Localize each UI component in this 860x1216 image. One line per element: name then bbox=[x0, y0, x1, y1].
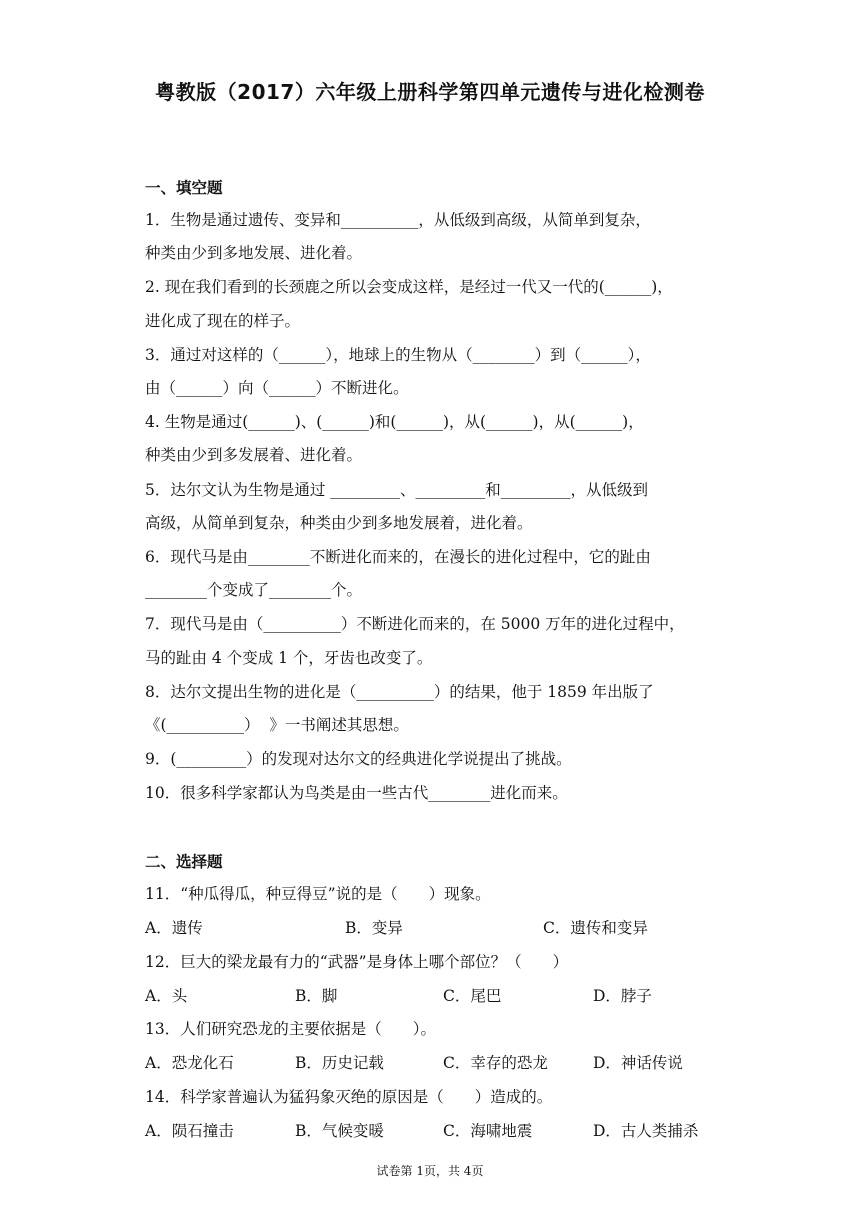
question-stem: 12．巨大的梁龙最有力的“武器”是身体上哪个部位？（ ） bbox=[145, 953, 569, 971]
question-line: 4. 生物是通过(______)、(______)和(______)，从(______)，从(______)， bbox=[145, 413, 644, 431]
option-b[interactable]: B．气候变暖 bbox=[295, 1122, 384, 1140]
section-heading-multiple-choice: 二、选择题 bbox=[145, 853, 223, 871]
question-line: 种类由少到多地发展、进化着。 bbox=[145, 244, 363, 262]
page-footer: 试卷第 1页，共 4页 bbox=[376, 1164, 484, 1178]
section-heading-fill-blank: 一、填空题 bbox=[145, 179, 223, 197]
question-line: 9．(_________）的发现对达尔文的经典进化学说提出了挑战。 bbox=[145, 750, 572, 768]
option-d[interactable]: D．神话传说 bbox=[593, 1054, 683, 1072]
question-line: 2. 现在我们看到的长颈鹿之所以会变成这样，是经过一代又一代的(______)， bbox=[145, 278, 673, 296]
question-line: 1．生物是通过遗传、变异和__________，从低级到高级，从简单到复杂， bbox=[145, 211, 651, 229]
question-line: 由（______）向（______）不断进化。 bbox=[145, 379, 409, 397]
question-line: 3．通过对这样的（______），地球上的生物从（________）到（______）， bbox=[145, 346, 651, 364]
option-a[interactable]: A．恐龙化石 bbox=[145, 1054, 234, 1072]
question-stem: 13．人们研究恐龙的主要依据是（ ）。 bbox=[145, 1020, 436, 1038]
option-c[interactable]: C．遗传和变异 bbox=[543, 919, 648, 937]
question-line: 5．达尔文认为生物是通过 _________、_________和_________，从低级到 bbox=[145, 481, 649, 499]
option-c[interactable]: C．尾巴 bbox=[443, 987, 502, 1005]
question-line: 7．现代马是由（__________）不断进化而来的，在 5000 万年的进化过程中， bbox=[145, 615, 685, 633]
question-line: ________个变成了________个。 bbox=[145, 581, 363, 599]
option-c[interactable]: C．幸存的恐龙 bbox=[443, 1054, 548, 1072]
question-line: 高级，从简单到复杂，种类由少到多地发展着，进化着。 bbox=[145, 514, 533, 532]
option-a[interactable]: A．头 bbox=[145, 987, 188, 1005]
option-a[interactable]: A．遗传 bbox=[145, 919, 203, 937]
option-c[interactable]: C．海啸地震 bbox=[443, 1122, 533, 1140]
question-line: 10．很多科学家都认为鸟类是由一些古代________进化而来。 bbox=[145, 784, 568, 802]
option-d[interactable]: D．脖子 bbox=[593, 987, 652, 1005]
option-a[interactable]: A．陨石撞击 bbox=[145, 1122, 234, 1140]
question-line: 8．达尔文提出生物的进化是（__________）的结果，他于 1859 年出版了 bbox=[145, 683, 654, 701]
option-b[interactable]: B．脚 bbox=[295, 987, 338, 1005]
option-b[interactable]: B．变异 bbox=[345, 919, 403, 937]
question-line: 进化成了现在的样子。 bbox=[145, 312, 301, 330]
question-line: 《(__________） 》一书阐述其思想。 bbox=[145, 716, 409, 734]
question-line: 6．现代马是由________不断进化而来的，在漫长的进化过程中，它的趾由 bbox=[145, 548, 651, 566]
question-line: 种类由少到多发展着、进化着。 bbox=[145, 446, 363, 464]
question-stem: 11．“种瓜得瓜，种豆得豆”说的是（ ）现象。 bbox=[145, 885, 491, 903]
question-stem: 14．科学家普遍认为猛犸象灭绝的原因是（ ）造成的。 bbox=[145, 1088, 553, 1106]
option-d[interactable]: D．古人类捕杀 bbox=[593, 1122, 699, 1140]
page-title: 粤教版（2017）六年级上册科学第四单元遗传与进化检测卷 bbox=[155, 80, 705, 104]
question-line: 马的趾由 4 个变成 1 个，牙齿也改变了。 bbox=[145, 649, 433, 667]
option-b[interactable]: B．历史记载 bbox=[295, 1054, 384, 1072]
